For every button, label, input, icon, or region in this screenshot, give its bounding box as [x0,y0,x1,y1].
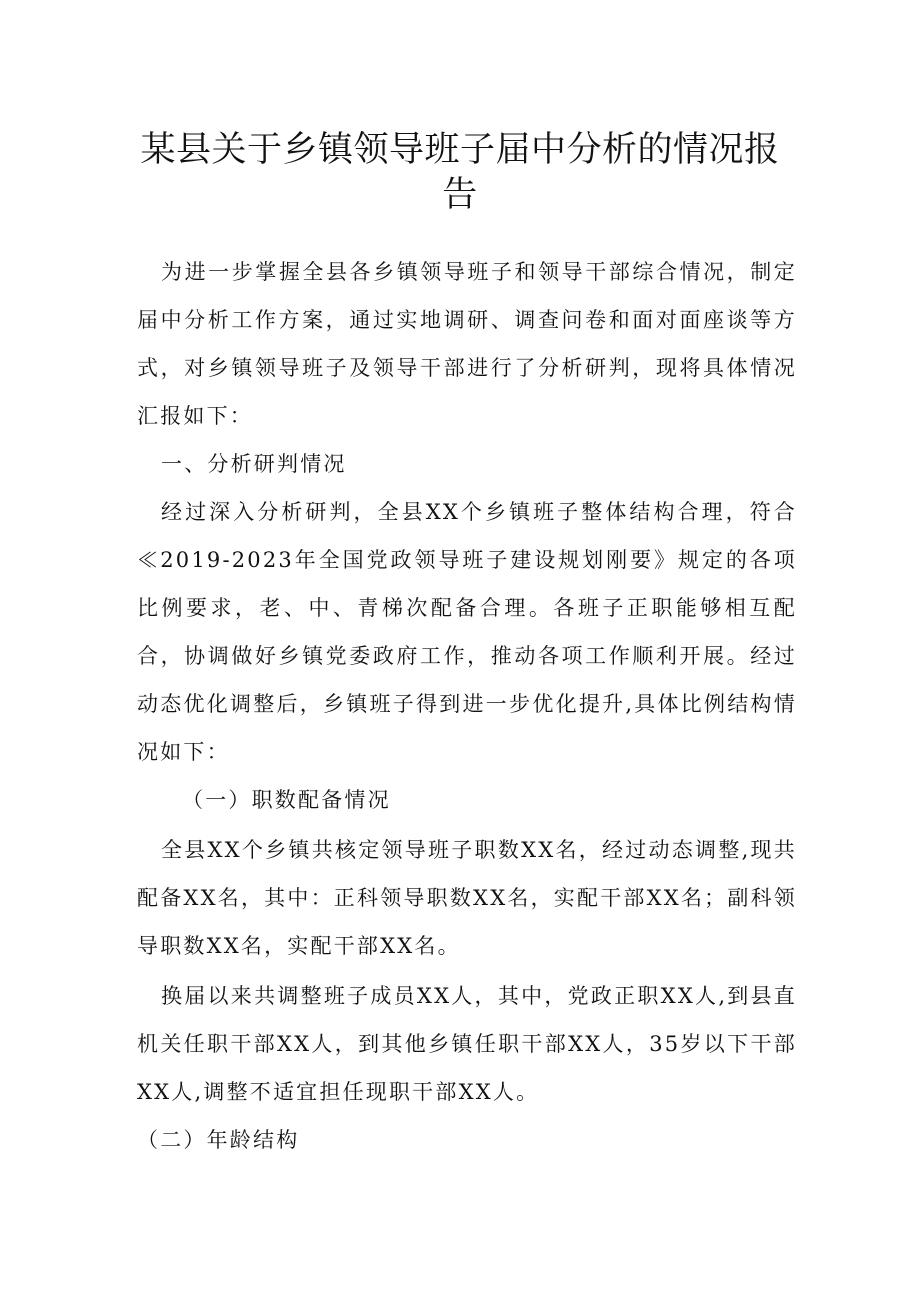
title-line-2: 告 [442,175,478,215]
subsection-2-heading: （二）年龄结构 [137,1128,300,1152]
subsection-1-paragraph-1: 全县XX个乡镇共核定领导班子职数XX名，经过动态调整,现共配备XX名，其中：正科领导职数XX名，实配干部XX名；副科领导职数XX名，实配干部XX名。 [137,838,797,958]
subsection-1-paragraph-2: 换届以来共调整班子成员XX人，其中，党政正职XX人,到县直机关任职干部XX人，到其他乡镇任职干部XX人，35岁以下干部XX人,调整不适宜担任现职干部XX人。 [137,984,797,1104]
intro-paragraph: 为进一步掌握全县各乡镇领导班子和领导干部综合情况，制定届中分析工作方案，通过实地调研、调查问卷和面对面座谈等方式，对乡镇领导班子及领导干部进行了分析研判，现将具体情况汇报如下： [137,260,797,428]
title-line-1: 某县关于乡镇领导班子届中分析的情况报 [140,130,780,170]
subsection-1-heading: （一）职数配备情况 [182,788,391,812]
document-title [0,128,920,218]
section-1-heading: 一、分析研判情况 [161,452,347,476]
section-1-body: 经过深入分析研判，全县XX个乡镇班子整体结构合理，符合≪2019-2023年全国党政领导班子建设规划刚要》规定的各项比例要求，老、中、青梯次配备合理。各班子正职能够相互配合，协调做好乡镇党委政府工作，推动各项工作顺利开展。经过动态优化调整后，乡镇班子得到进一步优化提升,具体比例结构情况如下： [137,500,797,764]
